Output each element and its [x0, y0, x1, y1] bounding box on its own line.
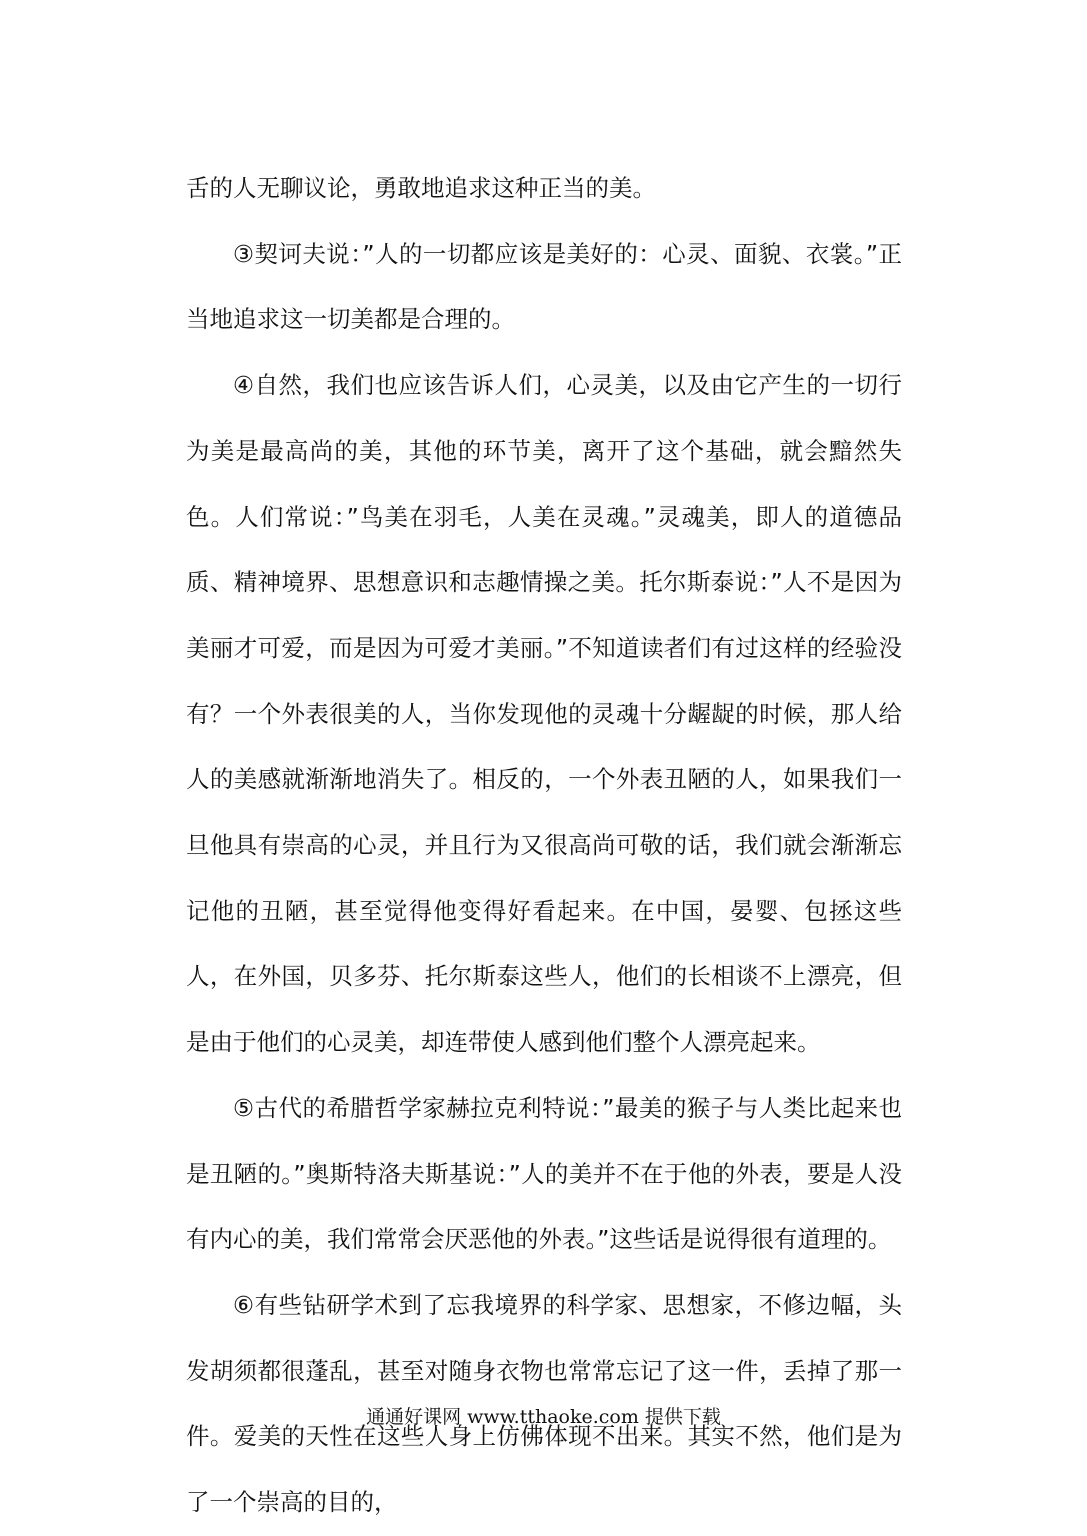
paragraph-3: ③契诃夫说：”人的一切都应该是美好的：心灵、面貌、衣裳。”正当地追求这一切美都是合理的。	[186, 239, 902, 334]
paragraph-continued: 舌的人无聊议论，勇敢地追求这种正当的美。	[186, 174, 656, 202]
paragraph-4: ④自然，我们也应该告诉人们，心灵美，以及由它产生的一切行为美是最高尚的美，其他的环节美，离开了这个基础，就会黯然失色。人们常说：”鸟美在羽毛，人美在灵魂。”灵魂美，即人的道德品质、精神境界、思想意识和志趣情操之美。托尔斯泰说：”人不是因为美丽才可爱，而是因为可爱才美丽。”不知道读者们有过这样的经验没有？一个外表很美的人，当你发现他的灵魂十分龌龊的时候，那人给人的美感就渐渐地消失了。相反的，一个外表丑陋的人，如果我们一旦他具有崇高的心灵，并且行为又很高尚可敬的话，我们就会渐渐忘记他的丑陋，甚至觉得他变得好看起来。在中国，晏婴、包拯这些人，在外国，贝多芬、托尔斯泰这些人，他们的长相谈不上漂亮，但是由于他们的心灵美，却连带使人感到他们整个人漂亮起来。	[186, 371, 902, 1057]
paragraph-5: ⑤古代的希腊哲学家赫拉克利特说：”最美的猴子与人类比起来也是丑陋的。”奥斯特洛夫斯基说：”人的美并不在于他的外表，要是人没有内心的美，我们常常会厌恶他的外表。”这些话是说得很有道理的。	[186, 1093, 902, 1254]
body-text	[186, 156, 902, 1536]
page-footer: 通通好课网 www.tthaoke.com 提供下载	[366, 1406, 721, 1428]
paragraph-6: ⑥有些钻研学术到了忘我境界的科学家、思想家，不修边幅，头发胡须都很蓬乱，甚至对随身衣物也常常忘记了这一件，丢掉了那一件。爱美的天性在这些人身上仿佛体现不出来。其实不然，他们是为了一个崇高的目的，	[186, 1290, 902, 1517]
